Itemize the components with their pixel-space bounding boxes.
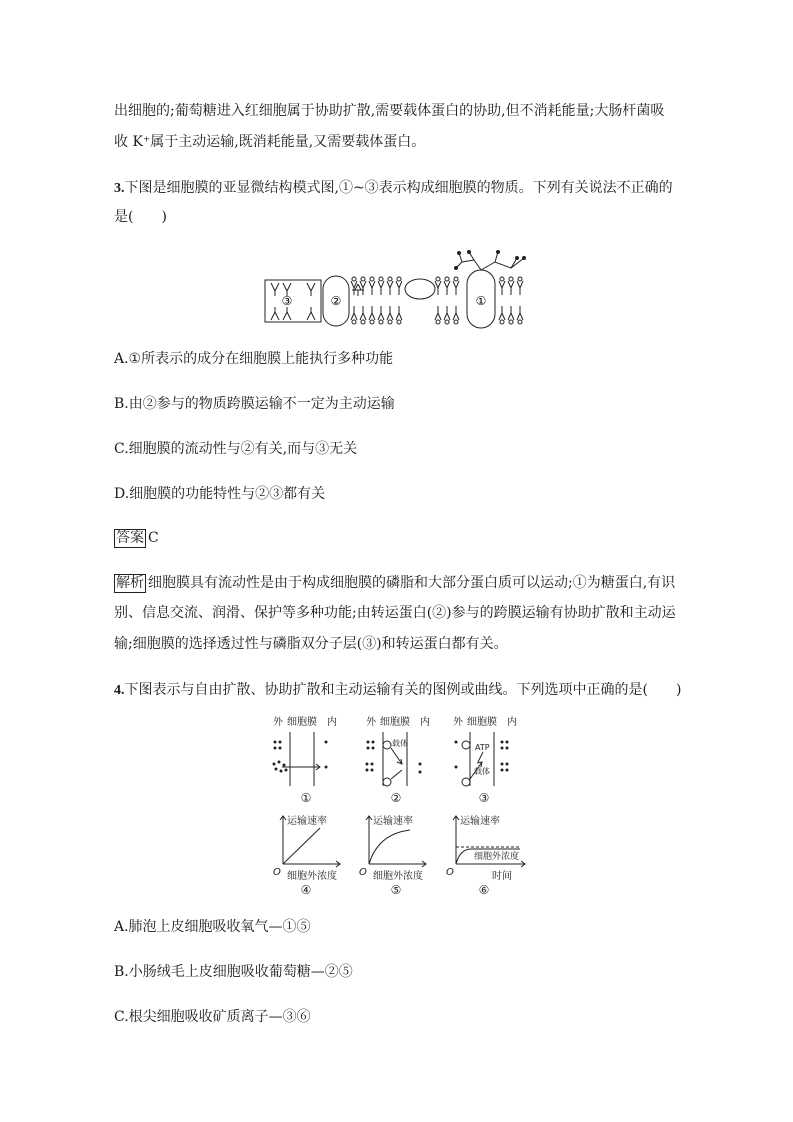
p3-carrier: 载体 — [474, 767, 490, 776]
q3-option-c: C.细胞膜的流动性与②有关,而与③无关 — [114, 441, 358, 457]
q4-stem-text: 下图表示与自由扩散、协助扩散和主动运输有关的图例或曲线。下列选项中正确的是( ) — [124, 682, 682, 698]
q3-stem — [114, 178, 673, 199]
p2-carrier: 载体 — [392, 739, 408, 748]
phospholipid-head — [509, 277, 513, 281]
phospholipid-top — [444, 281, 450, 295]
phospholipid-top — [360, 281, 366, 295]
q4-stem — [114, 680, 681, 701]
q3-option-a: A.①所表示的成分在细胞膜上能执行多种功能 — [114, 351, 394, 367]
phospholipid-bottom — [517, 306, 523, 320]
p1-inside: 内 — [327, 717, 337, 728]
q3-analysis-line-2: 别、信息交流、润滑、保护等多种功能;由转运蛋白(②)参与的跨膜运输有协助扩散和主动运 — [114, 605, 676, 621]
phospholipid-top — [435, 281, 441, 295]
q3-answer — [114, 528, 159, 548]
p3-atp: ATP — [475, 743, 490, 752]
p3-inside: 内 — [507, 717, 517, 728]
label-3: ③ — [281, 294, 293, 308]
num-2: ② — [390, 791, 402, 805]
phospholipid-top — [387, 281, 393, 295]
phospholipid-head — [352, 277, 356, 281]
phospholipid-top — [517, 281, 523, 295]
phospholipid-head — [500, 277, 504, 281]
p1-outside: 外 — [273, 717, 283, 728]
intro-line-2: 收 K⁺属于主动运输,既消耗能量,又需要载体蛋白。 — [114, 134, 426, 150]
num-5: ⑤ — [390, 883, 402, 897]
num-6: ⑥ — [478, 883, 490, 897]
p2-inside: 内 — [420, 717, 430, 728]
answer-value: C — [148, 530, 159, 546]
num-1: ① — [300, 791, 312, 805]
phospholipid-bottom — [453, 306, 459, 320]
q3-analysis-line-3: 输;细胞膜的选择透过性与磷脂双分子层(③)和转运蛋白都有关。 — [114, 636, 508, 652]
p3-membrane: 细胞膜 — [467, 717, 497, 728]
phospholipid-head — [436, 277, 440, 281]
phospholipid-bottom — [369, 306, 375, 320]
label-2: ② — [330, 294, 342, 308]
sugar-chains — [456, 252, 524, 270]
phospholipid-top — [453, 281, 459, 295]
num-3: ③ — [478, 791, 490, 805]
g5-origin: O — [359, 867, 367, 878]
label-1: ① — [475, 294, 487, 308]
q3-stem-line-2: 是( ) — [114, 209, 167, 225]
q4-option-b: B.小肠绒毛上皮细胞吸收葡萄糖—②⑤ — [114, 964, 353, 980]
phospholipid-head — [518, 320, 522, 324]
g5-ylabel: 运输速率 — [373, 816, 413, 827]
g4-origin: O — [273, 867, 281, 878]
phospholipid-head — [454, 277, 458, 281]
membrane-diagram — [262, 248, 537, 330]
g4-ylabel: 运输速率 — [287, 816, 327, 827]
g6-dash-label: 细胞外浓度 — [474, 852, 520, 862]
phospholipid-top — [499, 281, 505, 295]
phospholipid-head — [397, 277, 401, 281]
phospholipid-bottom — [435, 306, 441, 320]
phospholipid-head — [500, 320, 504, 324]
phospholipid-head — [379, 277, 383, 281]
phospholipid-head — [436, 320, 440, 324]
q3-number: 3. — [114, 181, 125, 196]
phospholipid-head — [388, 320, 392, 324]
phospholipid-top — [396, 281, 402, 295]
phospholipid-head — [361, 277, 365, 281]
phospholipid-head — [361, 320, 365, 324]
phospholipid-bottom — [499, 306, 505, 320]
answer-tag: 答案 — [116, 530, 144, 546]
phospholipid-bottom — [508, 306, 514, 320]
phospholipid-top — [378, 281, 384, 295]
phospholipid-head — [445, 277, 449, 281]
phospholipid-head — [454, 320, 458, 324]
p2-outside: 外 — [366, 717, 376, 728]
g5-xlabel: 细胞外浓度 — [373, 871, 423, 882]
p3-outside: 外 — [453, 717, 463, 728]
g4-xlabel: 细胞外浓度 — [287, 871, 337, 882]
phospholipid-top — [508, 281, 514, 295]
phospholipid-head — [370, 320, 374, 324]
g6-ylabel: 运输速率 — [460, 816, 500, 827]
num-4: ④ — [300, 883, 312, 897]
phospholipid-bottom — [351, 306, 357, 320]
g6-origin: O — [446, 867, 454, 878]
analysis-text-1: 细胞膜具有流动性是由于构成细胞膜的磷脂和大部分蛋白质可以运动;①为糖蛋白,有识 — [148, 575, 676, 591]
q4-option-a: A.肺泡上皮细胞吸收氧气—①⑤ — [114, 919, 311, 935]
transport-figure — [270, 712, 530, 900]
p2-membrane: 细胞膜 — [380, 717, 410, 728]
q3-option-d: D.细胞膜的功能特性与②③都有关 — [114, 486, 326, 502]
phospholipid-bilayer — [351, 277, 523, 324]
phospholipid-bottom — [360, 306, 366, 320]
q4-option-c: C.根尖细胞吸收矿质离子—③⑥ — [114, 1009, 311, 1025]
phospholipid-head — [379, 320, 383, 324]
surface-protein — [405, 279, 435, 299]
phospholipid-head — [445, 320, 449, 324]
intro-line-1: 出细胞的;葡萄糖进入红细胞属于协助扩散,需要载体蛋白的协助,但不消耗能量;大肠杆菌吸 — [114, 103, 665, 119]
q3-analysis-line-1 — [114, 573, 675, 593]
phospholipid-head — [518, 277, 522, 281]
phospholipid-bottom — [378, 306, 384, 320]
phospholipid-head — [370, 277, 374, 281]
phospholipid-bottom — [396, 306, 402, 320]
analysis-tag: 解析 — [116, 575, 144, 591]
phospholipid-bottom — [444, 306, 450, 320]
q4-number: 4. — [114, 683, 125, 698]
phospholipid-head — [397, 320, 401, 324]
p1-membrane: 细胞膜 — [287, 717, 317, 728]
q3-option-b: B.由②参与的物质跨膜运输不一定为主动运输 — [114, 396, 395, 412]
phospholipid-bottom — [387, 306, 393, 320]
phospholipid-top — [369, 281, 375, 295]
phospholipid-head — [388, 277, 392, 281]
q3-stem-line-1: 下图是细胞膜的亚显微结构模式图,①~③表示构成细胞膜的物质。下列有关说法不正确的 — [124, 180, 673, 196]
sugar-chain-beads — [454, 250, 526, 270]
phospholipid-head — [352, 320, 356, 324]
g6-xlabel: 时间 — [492, 871, 512, 882]
phospholipid-group-1 — [271, 283, 315, 320]
phospholipid-head — [509, 320, 513, 324]
